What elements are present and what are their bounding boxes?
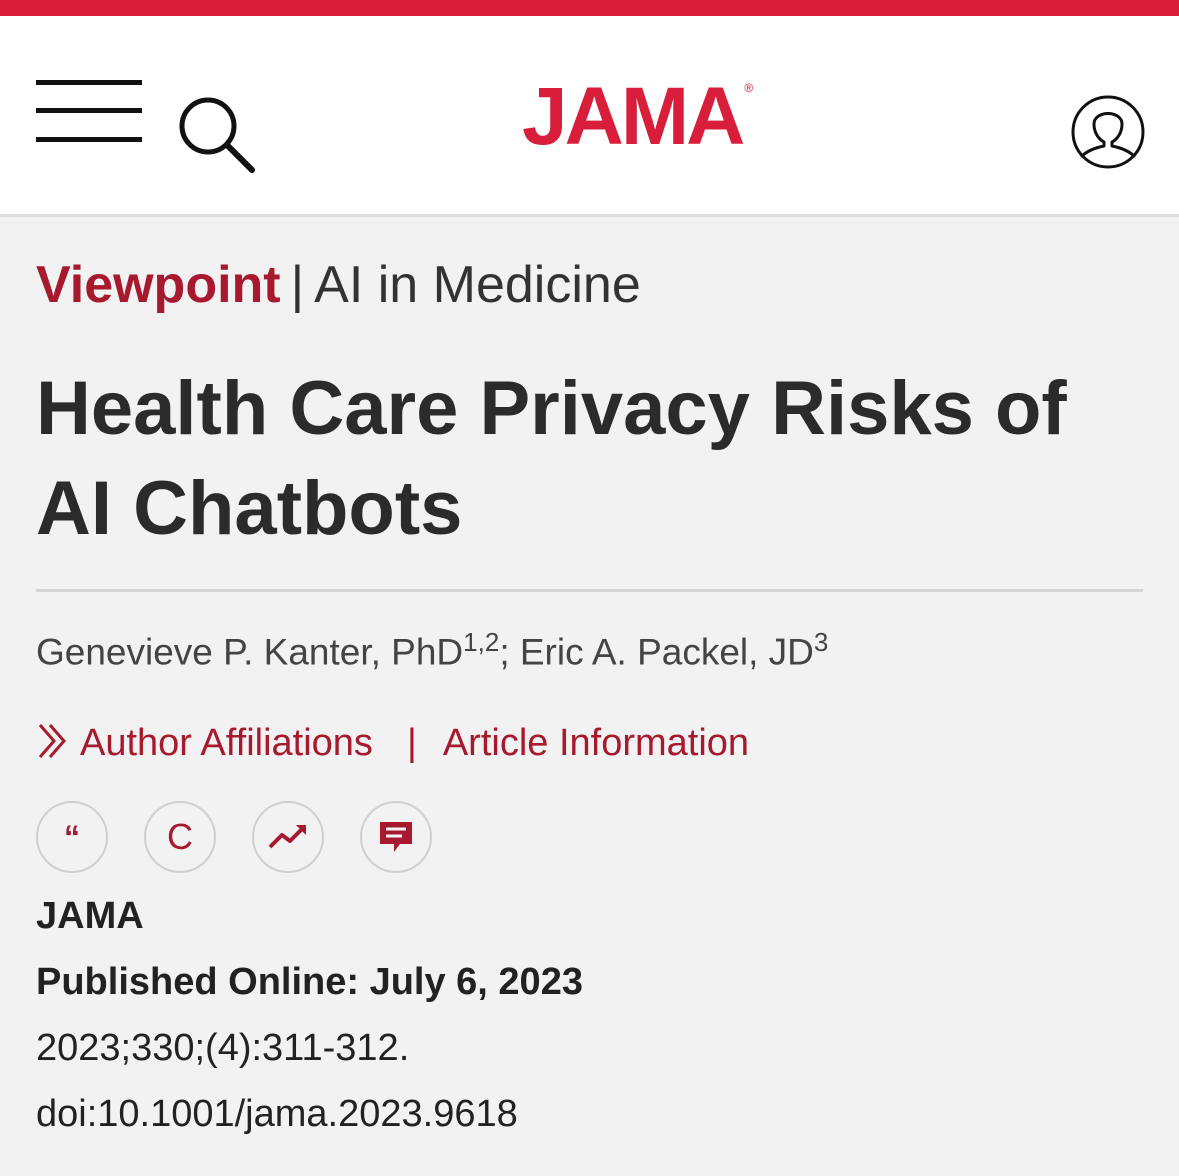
user-account-icon[interactable]	[1070, 94, 1146, 170]
article-kicker	[36, 256, 641, 314]
comment-icon	[378, 820, 414, 854]
comment-button[interactable]	[360, 801, 432, 873]
article-title: Health Care Privacy Risks of AI Chatbots	[36, 366, 1067, 551]
divider	[36, 589, 1143, 592]
cite-quote-icon: “	[64, 819, 80, 855]
article-type[interactable]: Viewpoint	[36, 256, 281, 314]
site-header	[0, 16, 1179, 217]
double-chevron-right-icon	[36, 721, 70, 761]
search-icon[interactable]	[176, 94, 258, 176]
metrics-trend-icon	[268, 823, 308, 851]
top-accent-bar	[0, 0, 1179, 16]
permissions-copyright-icon: C	[167, 816, 193, 857]
kicker-separator: |	[290, 256, 305, 314]
link-divider: |	[406, 722, 417, 764]
article-info-links	[36, 721, 749, 765]
jama-logo[interactable]	[522, 71, 754, 162]
article-section[interactable]: AI in Medicine	[314, 256, 641, 314]
author-affiliation-sup: 1,2	[463, 627, 500, 657]
author-joiner: ;	[499, 631, 510, 673]
article-information-link[interactable]: Article Information	[442, 722, 750, 764]
author-affiliation-sup: 3	[813, 627, 829, 657]
cite-button[interactable]	[36, 801, 108, 873]
citation: 2023;330;(4):311-312.	[36, 1027, 410, 1069]
metrics-button[interactable]	[252, 801, 324, 873]
article-tools	[36, 801, 456, 873]
author-name[interactable]: Genevieve P. Kanter, PhD	[36, 631, 464, 673]
hamburger-menu-icon[interactable]	[36, 80, 142, 142]
permissions-button[interactable]	[144, 801, 216, 873]
doi[interactable]: doi:10.1001/jama.2023.9618	[36, 1093, 518, 1135]
author-affiliations-link[interactable]: Author Affiliations	[80, 722, 373, 764]
registered-mark: ®	[744, 81, 754, 95]
published-date: Published Online: July 6, 2023	[36, 961, 583, 1003]
logo-text: JAMA	[522, 71, 743, 162]
author-list	[36, 627, 828, 673]
author-name[interactable]: Eric A. Packel, JD	[509, 631, 814, 673]
journal-name: JAMA	[36, 895, 144, 937]
